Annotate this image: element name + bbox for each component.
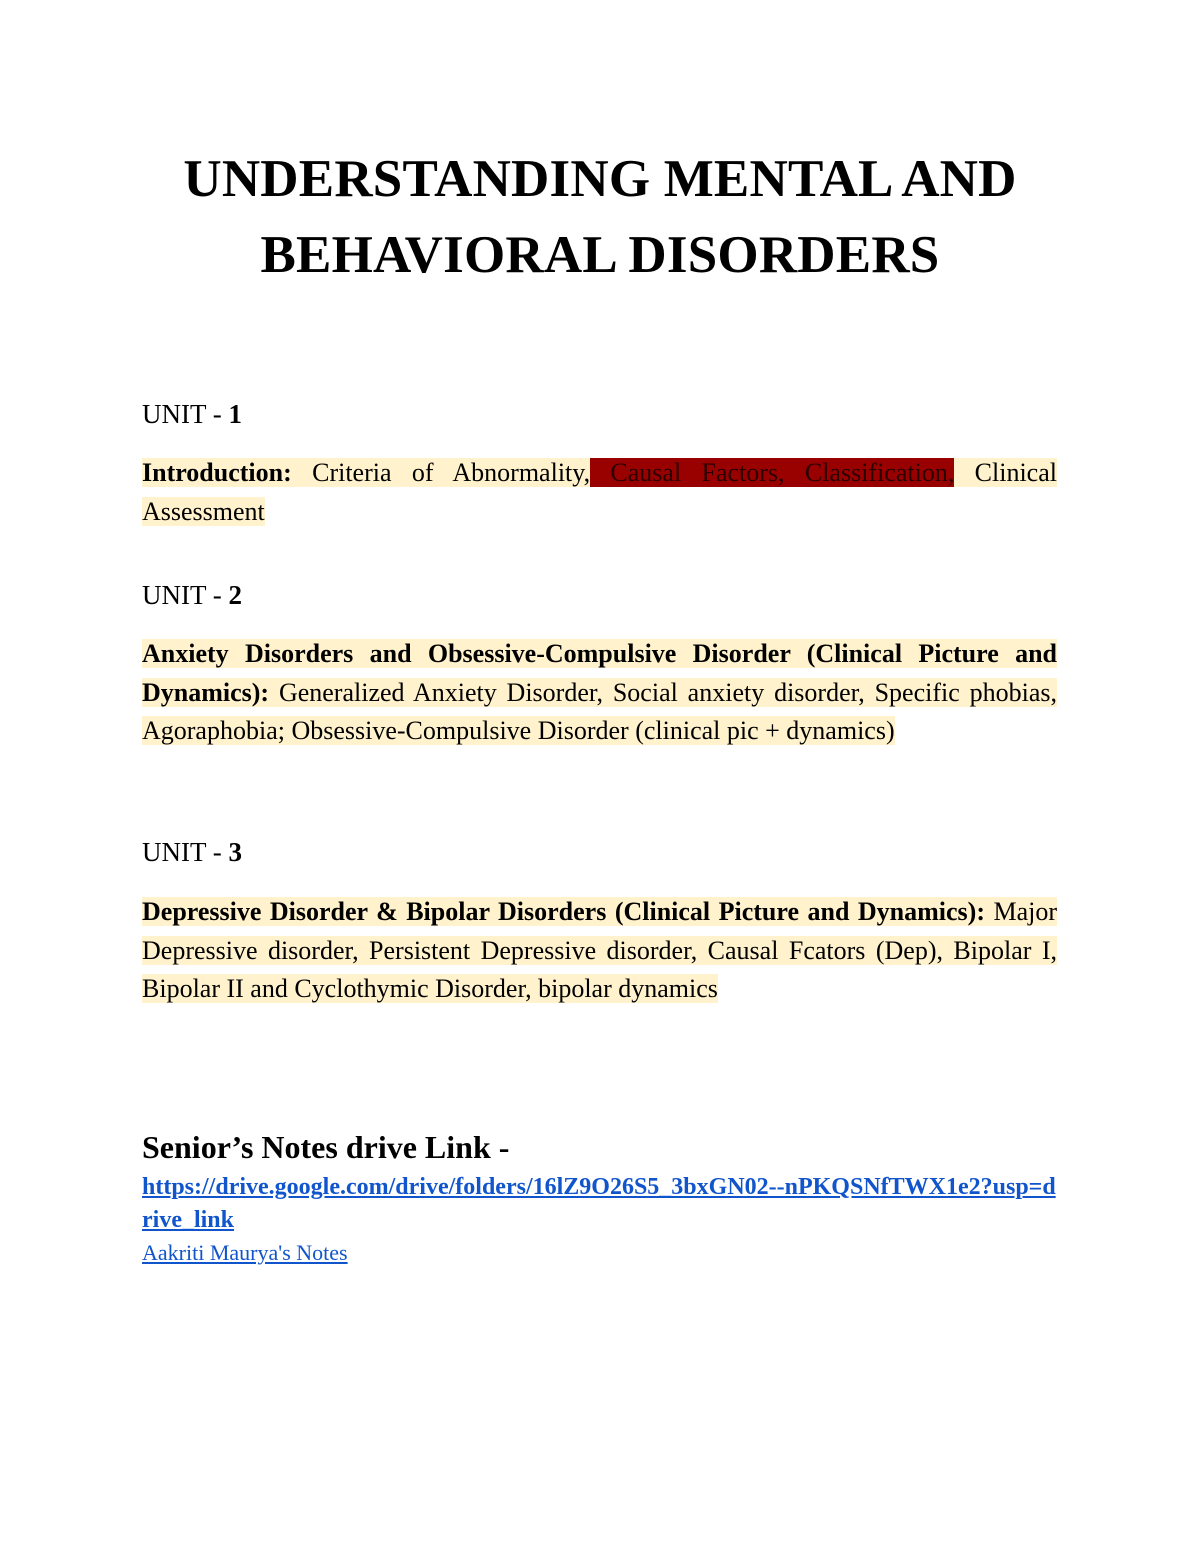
unit-2-label: UNIT - [142, 580, 229, 610]
unit-3-label: UNIT - [142, 837, 229, 867]
unit-2-topic: Anxiety Disorders and Obsessive-Compulsive Disorder (Clinical Picture and Dynamics): [142, 639, 1057, 707]
unit-2-description [142, 635, 1057, 751]
unit-2-heading [142, 579, 242, 611]
title-line-2: BEHAVIORAL DISORDERS [260, 226, 940, 284]
unit-1-text-tail: Clinical Assessment [142, 458, 1057, 526]
unit-1-heading [142, 398, 242, 430]
unit-1-text: Criteria of Abnormality, [291, 458, 591, 487]
unit-1-number: 1 [228, 399, 242, 429]
unit-3-heading [142, 836, 242, 868]
unit-3-topic: Depressive Disorder & Bipolar Disorders (Clinical Picture and Dynamics): [142, 897, 985, 926]
document-title [0, 141, 1200, 293]
notes-heading: Senior’s Notes drive Link - [142, 1129, 510, 1165]
unit-1-marked-text: Causal Factors, Classification, [590, 458, 955, 487]
title-line-1: UNDERSTANDING MENTAL AND [183, 150, 1017, 208]
unit-2-text: Generalized Anxiety Disorder, Social anxiety disorder, Specific phobias, Agoraphobia; Obsessive-Compulsive Disorder (clinical pic + dynamics) [142, 677, 1057, 745]
drive-folder-link[interactable]: https://drive.google.com/drive/folders/16lZ9O26S5_3bxGN02--nPKQSNfTWX1e2?usp=drive_link [142, 1174, 1056, 1233]
unit-1-topic: Introduction: [142, 458, 292, 487]
unit-3-text: Major Depressive disorder, Persistent Depressive disorder, Causal Fcators (Dep), Bipolar I, Bipolar II and Cyclothymic Disorder, bipolar dynamics [142, 897, 1058, 1003]
aakriti-notes-link[interactable]: Aakriti Maurya's Notes [142, 1240, 348, 1265]
unit-2-number: 2 [228, 580, 242, 610]
unit-1-label: UNIT - [142, 399, 229, 429]
unit-3-number: 3 [228, 837, 242, 867]
unit-1-description [142, 454, 1057, 531]
unit-3-description [142, 893, 1057, 1009]
